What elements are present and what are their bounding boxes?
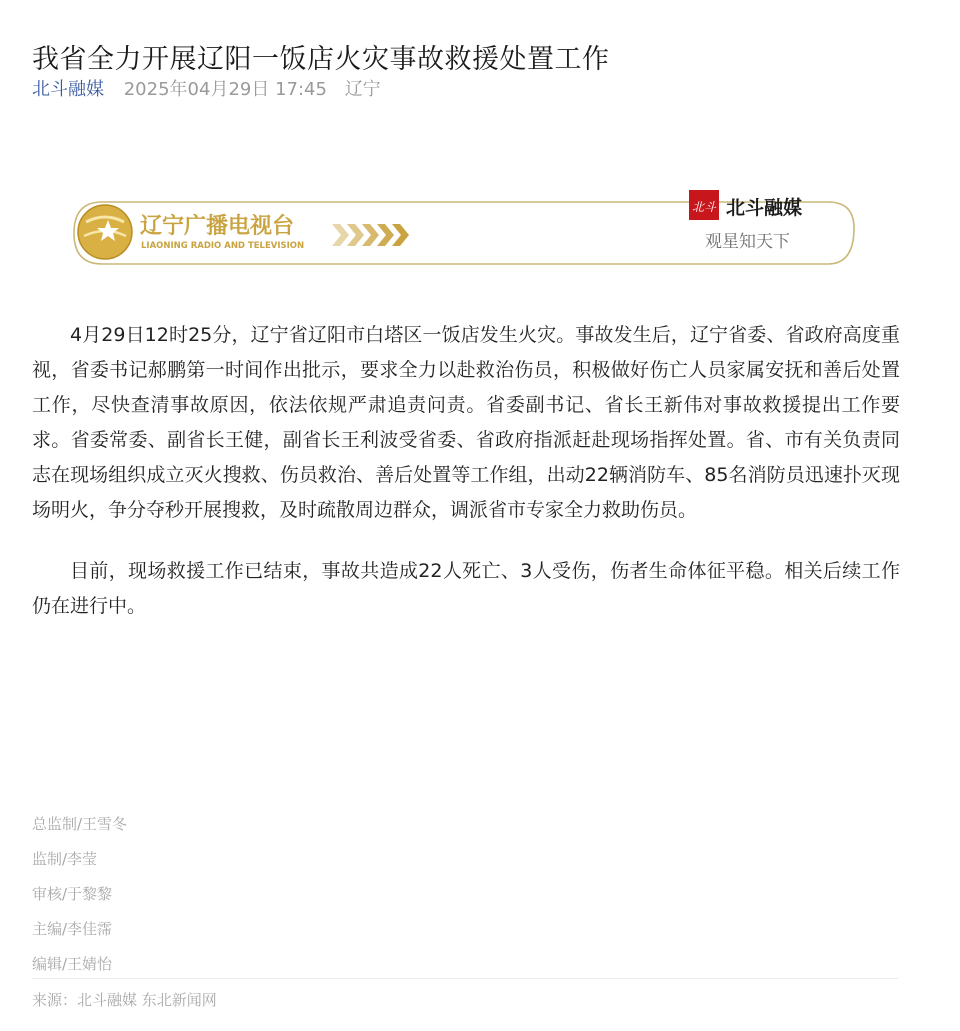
seal-text: 北斗 [691,200,717,214]
brand-slogan: 观星知天下 [705,232,790,252]
ltv-logo-icon [78,205,132,259]
publish-time: 2025年04月29日 17:45 [123,79,327,100]
station-name-cn: 辽宁广播电视台 [140,214,295,239]
source-link[interactable]: 北斗融媒 [32,79,104,100]
credit-item: 主编/李佳霈 [32,920,113,938]
credit-item: 总监制/王雪冬 [32,815,128,833]
source-line: 来源：北斗融媒 东北新闻网 [32,991,217,1009]
banner-image [72,186,858,270]
paragraph: 4月29日12时25分，辽宁省辽阳市白塔区一饭店发生火灾。事故发生后，辽宁省委、省政府高度重视，省委书记郝鹏第一时间作出批示，要求全力以赴救治伤员，积极做好伤亡人员家属安抚和善后处置工作，尽快查清事故原因，依法依规严肃追责问责。省委副书记、省长王新伟对事故救援提出工作要求。省委常委、副省长王健，副省长王利波受省委、省政府指派赶赴现场指挥处置。省、市有关负责同志在现场组织成立灭火搜救、伤员救治、善后处置等工作组，出动22辆消防车、85名消防员迅速扑灭现场明火，争分夺秒开展搜救，及时疏散周边群众，调派省市专家全力救助伤员。 [32,324,900,521]
station-name-en: LIAONING RADIO AND TELEVISION [141,241,305,251]
divider [32,978,898,979]
credit-item: 审核/于黎黎 [32,885,113,903]
credit-item: 编辑/王婧怡 [32,955,113,973]
chevrons-icon [332,224,409,246]
article-meta [32,76,381,104]
location-label: 辽宁 [344,79,381,100]
article-body [32,318,900,650]
credits-list [32,812,127,987]
article-title: 我省全力开展辽阳一饭店火灾事故救援处置工作 [32,44,610,76]
credit-item: 监制/李莹 [32,850,98,868]
beidou-seal-icon [689,190,719,220]
brand-name: 北斗融媒 [726,197,803,219]
paragraph: 目前，现场救援工作已结束，事故共造成22人死亡、3人受伤，伤者生命体征平稳。相关后续工作仍在进行中。 [32,560,900,617]
